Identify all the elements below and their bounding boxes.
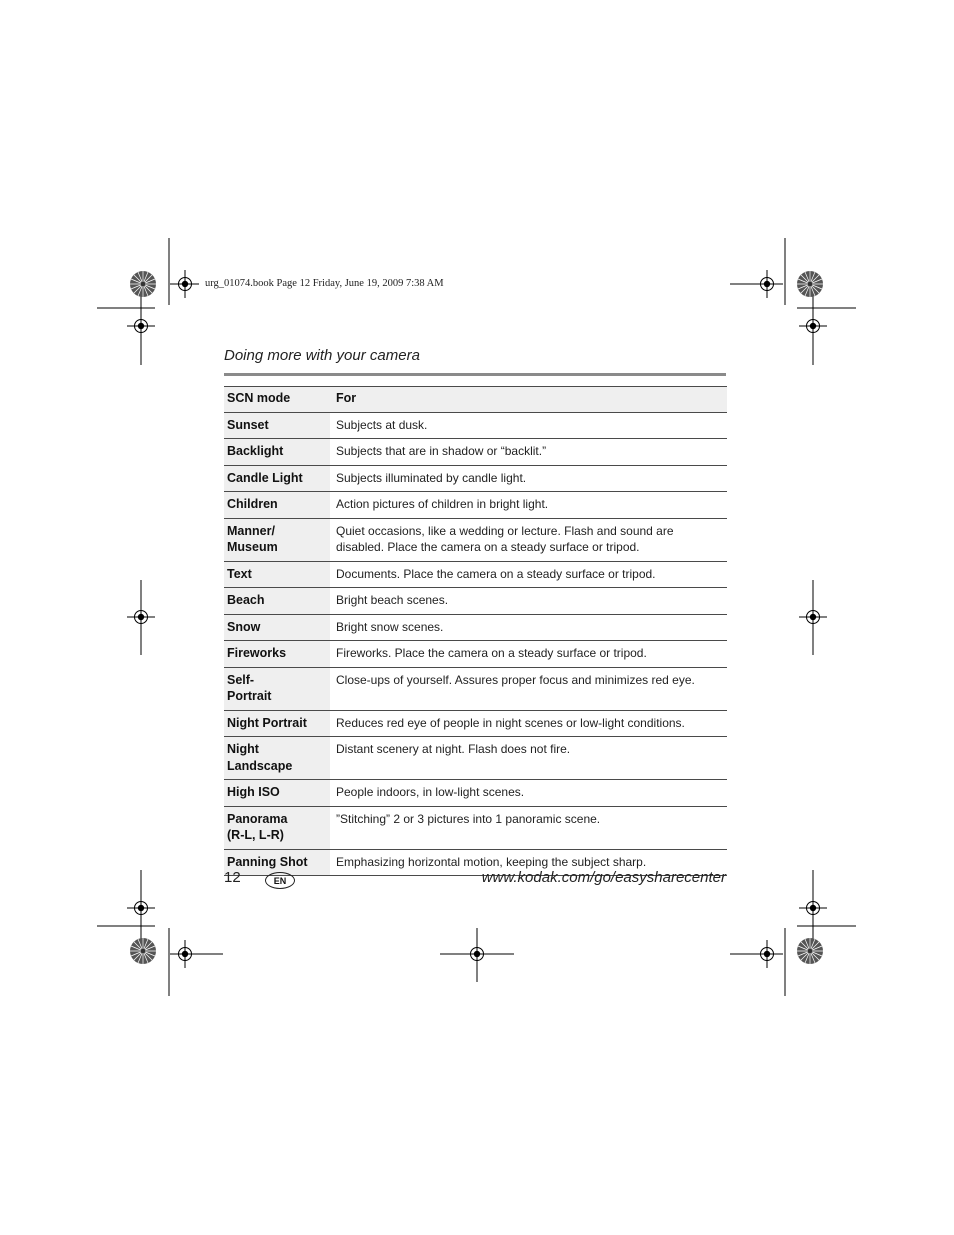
description-cell: Quiet occasions, like a wedding or lecture. Flash and sound are disabled. Place the camera on a steady surface or tripod. (330, 518, 727, 561)
table-header-row (224, 387, 727, 413)
description-cell: Action pictures of children in bright light. (330, 492, 727, 519)
table-row (224, 588, 727, 615)
description-cell: Subjects that are in shadow or “backlit.” (330, 439, 727, 466)
table-row (224, 737, 727, 780)
description-cell: Documents. Place the camera on a steady surface or tripod. (330, 561, 727, 588)
table-row (224, 780, 727, 807)
registration-mark-icon (463, 940, 491, 968)
mode-cell: Self- Portrait (224, 667, 330, 710)
table-row (224, 561, 727, 588)
table-row (224, 667, 727, 710)
description-cell: Reduces red eye of people in night scenes or low-light conditions. (330, 710, 727, 737)
mode-cell: Text (224, 561, 330, 588)
registration-mark-icon (753, 940, 781, 968)
mode-cell: Sunset (224, 412, 330, 439)
mode-cell: Fireworks (224, 641, 330, 668)
mode-cell: Panorama (R-L, L-R) (224, 806, 330, 849)
registration-mark-icon (127, 894, 155, 922)
description-cell: Subjects illuminated by candle light. (330, 465, 727, 492)
table-row (224, 439, 727, 466)
registration-mark-icon (127, 312, 155, 340)
page-header-title: Doing more with your camera (224, 347, 420, 364)
registration-mark-icon (799, 603, 827, 631)
column-header-for: For (330, 387, 727, 413)
description-cell: Subjects at dusk. (330, 412, 727, 439)
mode-cell: Manner/ Museum (224, 518, 330, 561)
registration-mark-icon (799, 312, 827, 340)
starburst-icon (130, 271, 156, 297)
description-cell: People indoors, in low-light scenes. (330, 780, 727, 807)
table-row (224, 412, 727, 439)
table-row (224, 492, 727, 519)
mode-cell: Night Landscape (224, 737, 330, 780)
registration-mark-icon (753, 270, 781, 298)
description-cell: Fireworks. Place the camera on a steady surface or tripod. (330, 641, 727, 668)
footer-url: www.kodak.com/go/easysharecenter (481, 869, 726, 886)
table-row (224, 641, 727, 668)
mode-cell: Backlight (224, 439, 330, 466)
registration-mark-icon (127, 603, 155, 631)
mode-cell: High ISO (224, 780, 330, 807)
mode-cell: Snow (224, 614, 330, 641)
header-rule (224, 373, 726, 376)
mode-cell: Beach (224, 588, 330, 615)
description-cell: Bright snow scenes. (330, 614, 727, 641)
scn-mode-table (224, 386, 727, 876)
description-cell: Distant scenery at night. Flash does not fire. (330, 737, 727, 780)
description-cell: ”Stitching” 2 or 3 pictures into 1 panoramic scene. (330, 806, 727, 849)
table-row (224, 710, 727, 737)
mode-cell: Children (224, 492, 330, 519)
page-number: 12 (224, 869, 241, 886)
table-row (224, 465, 727, 492)
file-info: urg_01074.book Page 12 Friday, June 19, 2009 7:38 AM (205, 278, 444, 289)
starburst-icon (797, 271, 823, 297)
mode-cell: Panning Shot (224, 849, 330, 876)
starburst-icon (130, 938, 156, 964)
registration-mark-icon (799, 894, 827, 922)
registration-mark-icon (171, 940, 199, 968)
description-cell: Emphasizing horizontal motion, keeping the subject sharp. (330, 849, 727, 876)
description-cell: Bright beach scenes. (330, 588, 727, 615)
table-row (224, 518, 727, 561)
table-row (224, 614, 727, 641)
registration-mark-icon (171, 270, 199, 298)
description-cell: Close-ups of yourself. Assures proper focus and minimizes red eye. (330, 667, 727, 710)
mode-cell: Candle Light (224, 465, 330, 492)
language-badge: EN (265, 872, 295, 889)
mode-cell: Night Portrait (224, 710, 330, 737)
column-header-scn-mode: SCN mode (224, 387, 330, 413)
table-row (224, 806, 727, 849)
starburst-icon (797, 938, 823, 964)
